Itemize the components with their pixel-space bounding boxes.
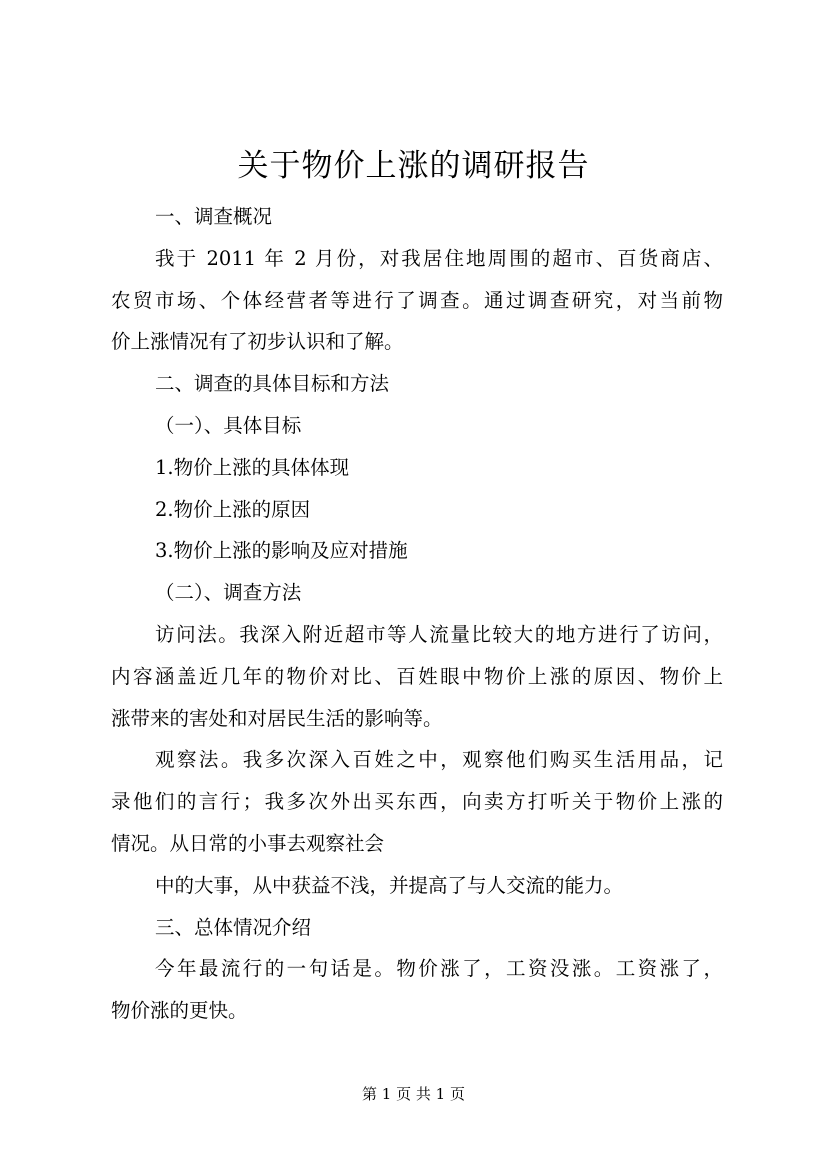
list-item: 1.物价上涨的具体体现 [155,455,350,479]
paragraph-line: 我于 2011 年 2 月份，对我居住地周围的超市、百货商店、 [155,246,723,270]
paragraph-line: 今年最流行的一句话是。物价涨了，工资没涨。工资涨了， [155,957,723,981]
list-item: 3.物价上涨的影响及应对措施 [155,539,408,563]
paragraph-line: 农贸市场、个体经营者等进行了调查。通过调查研究，对当前物 [111,288,723,312]
page-footer: 第 1 页 共 1 页 [362,1085,465,1103]
subsection-heading-methods: （二）、调查方法 [155,581,302,605]
document-body [111,196,723,1032]
section-heading-overview: 一、调查概况 [155,205,273,228]
paragraph-line: 访问法。我深入附近超市等人流量比较大的地方进行了访问， [155,622,723,646]
paragraph-line: 情况。从日常的小事去观察社会 [111,831,385,855]
paragraph-line: 涨带来的害处和对居民生活的影响等。 [111,706,443,730]
paragraph-line: 中的大事，从中获益不浅，并提高了与人交流的能力。 [155,873,624,897]
paragraph-line: 物价涨的更快。 [111,999,248,1023]
subsection-heading-goals: （一）、具体目标 [155,413,302,437]
section-heading-goals-methods: 二、调查的具体目标和方法 [155,372,390,396]
paragraph-line: 观察法。我多次深入百姓之中，观察他们购买生活用品，记 [155,748,723,772]
paragraph-line: 录他们的言行；我多次外出买东西，向卖方打听关于物价上涨的 [111,790,723,814]
section-heading-summary: 三、总体情况介绍 [155,915,312,939]
paragraph-line: 价上涨情况有了初步认识和了解。 [111,330,404,354]
paragraph-line: 内容涵盖近几年的物价对比、百姓眼中物价上涨的原因、物价上 [111,664,723,688]
document-title: 关于物价上涨的调研报告 [237,148,590,184]
list-item: 2.物价上涨的原因 [155,497,311,521]
